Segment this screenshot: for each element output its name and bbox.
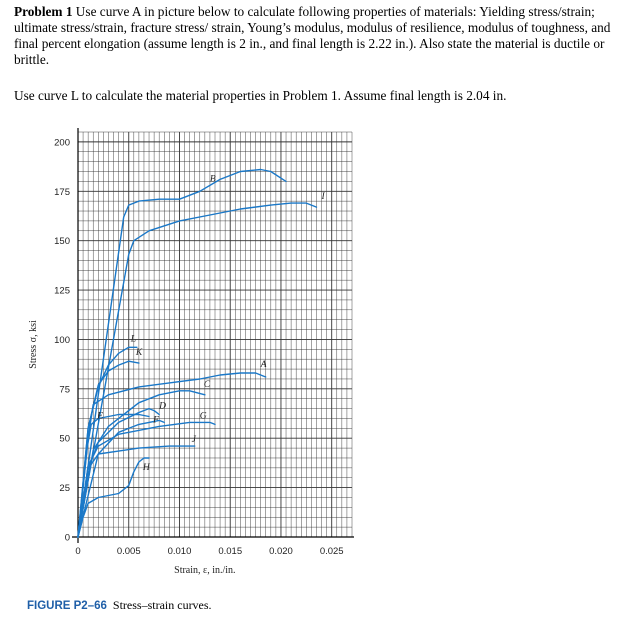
curve-B — [78, 170, 286, 538]
y-tick-label: 50 — [59, 433, 70, 445]
curve-label-C: C — [203, 379, 211, 390]
curve-label-E: E — [97, 411, 104, 422]
y-tick-label: 0 — [64, 532, 70, 544]
y-tick-label: 125 — [54, 285, 70, 297]
problem-label: Problem 1 — [14, 4, 73, 19]
x-tick-label: 0.020 — [269, 546, 293, 557]
y-axis-label: Stress σ, ksi — [28, 320, 39, 369]
figure-label: FIGURE P2–66 — [27, 600, 107, 612]
curve-label-J: J — [191, 435, 196, 446]
x-tick-label: 0.010 — [167, 546, 192, 557]
curve-label-B: B — [209, 174, 216, 185]
curve-label-D: D — [159, 401, 167, 412]
curve-label-A: A — [260, 360, 267, 371]
y-tick-label: 150 — [54, 236, 70, 248]
curve-A — [78, 373, 266, 537]
problem-1-paragraph — [14, 4, 620, 68]
y-tick-label: 25 — [59, 483, 70, 495]
curve-label-G: G — [199, 411, 207, 422]
y-tick-label: 175 — [54, 186, 70, 198]
instruction-paragraph: Use curve L to calculate the material properties in Problem 1. Assume final length is 2.04 in. — [14, 88, 507, 103]
x-tick-label: 0.005 — [116, 546, 141, 557]
figure-caption — [27, 598, 212, 613]
x-tick-label: 0 — [75, 546, 81, 557]
curve-label-L: L — [130, 334, 137, 345]
problem-text: Use curve A in picture below to calculate following properties of materials: Yielding stress/strain; ultimate stress/strain, fracture stress/ strain, Young’s modulus, modulus of resilience, modulus of toughness, and final percent elongation (assume length is 2 in., and final length is 2.22 in.). Also state the material is ductile or brittle. — [14, 4, 611, 67]
curve-label-F: F — [153, 415, 159, 426]
curve-label-K: K — [135, 348, 143, 359]
y-tick-label: 75 — [59, 384, 70, 396]
curve-label-H: H — [142, 462, 150, 473]
curve-J — [78, 446, 195, 537]
x-tick-label: 0.015 — [218, 546, 243, 557]
y-tick-label: 100 — [54, 334, 70, 346]
x-tick-label: 0.025 — [319, 546, 344, 557]
figure-caption-text: Stress–strain curves. — [112, 598, 212, 612]
y-tick-label: 200 — [54, 137, 70, 149]
curve-label-I: I — [321, 192, 325, 203]
stress-strain-chart — [0, 120, 626, 590]
x-axis-label: Strain, ε, in./in. — [174, 565, 236, 576]
